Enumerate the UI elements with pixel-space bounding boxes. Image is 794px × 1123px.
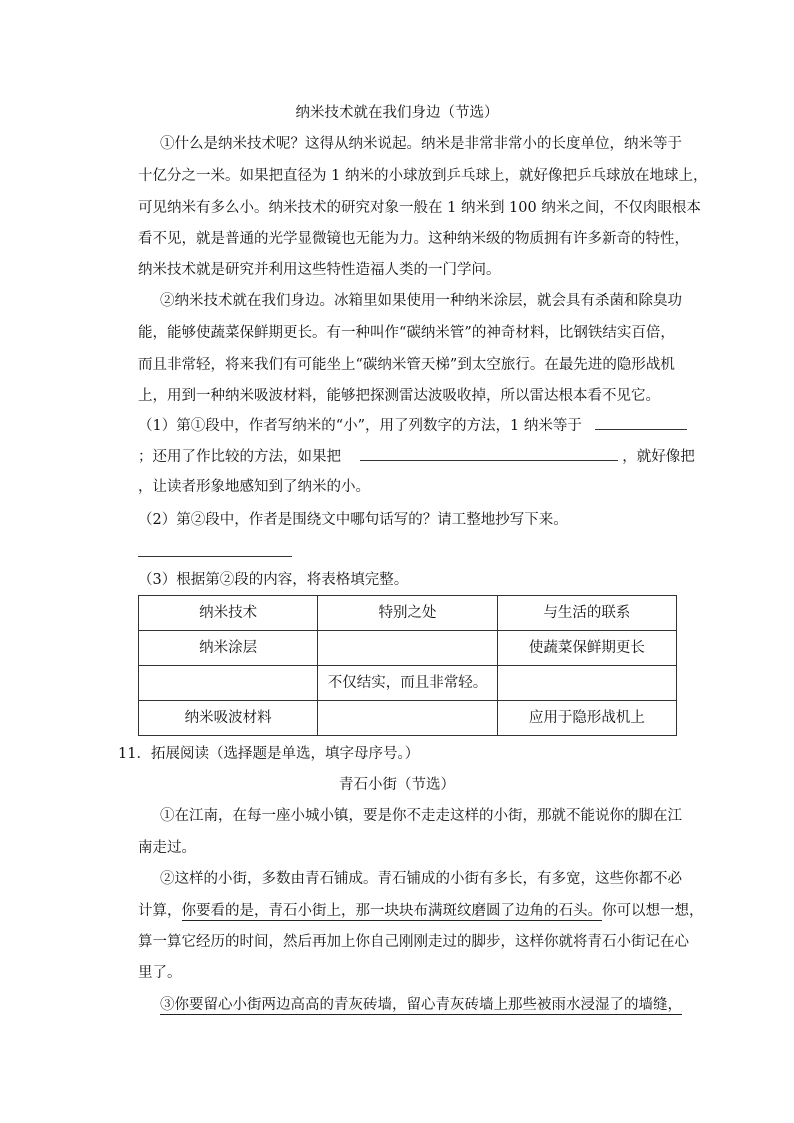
question-1-line-3: ，让读者形象地感知到了纳米的小。 [138,479,370,495]
table-header-cell: 特别之处 [318,596,497,631]
question-1-text-c: ，就好像把 [622,449,695,465]
passage-title: 纳米技术就在我们身边（节选） [295,105,499,121]
table-cell: 不仅结实，而且非常轻。 [318,666,497,701]
paragraph-1-line-3: 可见纳米有多么小。纳米技术的研究对象一般在 1 纳米到 100 纳米之间，不仅肉眼根本 [138,200,701,216]
table-header-cell: 与生活的联系 [497,596,676,631]
table-cell-blank[interactable] [497,666,676,701]
table-header-row [139,596,677,631]
table-cell-blank[interactable] [318,701,497,736]
s11-paragraph-2-line-2 [138,901,704,921]
paragraph-1-line-1: ①什么是纳米技术呢？这得从纳米说起。纳米是非常非常小的长度单位，纳米等于 [160,136,682,152]
s11-p2-text-post: 你可以想一想， [602,903,704,919]
s11-paragraph-3-line-1 [160,995,682,1015]
table-cell-blank[interactable] [139,666,318,701]
s11-paragraph-2-line-1: ②这样的小街，多数由青石铺成。青石铺成的小街有多长，有多宽，这些你都不必 [160,871,682,887]
paragraph-1-line-5: 纳米技术就是研究并利用这些特性造福人类的一门学问。 [138,262,501,278]
answer-blank-1[interactable] [595,415,687,430]
question-1-line-1 [138,415,687,436]
answer-blank-2[interactable] [360,446,618,461]
paragraph-2-line-4: 上，用到一种纳米吸波材料，能够把探测雷达波吸收掉，所以雷达根本看不见它。 [138,388,660,404]
table-row [139,631,677,666]
table-cell: 纳米涂层 [139,631,318,666]
section-11-heading: 11．拓展阅读（选择题是单选，填字母序号。） [118,746,420,762]
question-2: （2）第②段中，作者是围绕文中哪句话写的？请工整地抄写下来。 [138,512,568,528]
paragraph-2-line-1: ②纳米技术就在我们身边。冰箱里如果使用一种纳米涂层，就会具有杀菌和除臭功 [160,293,682,309]
table-header-cell: 纳米技术 [139,596,318,631]
paragraph-2-line-2: 能，能够使蔬菜保鲜期更长。有一种叫作“碳纳米管”的神奇材料，比钢铁结实百倍， [138,325,675,341]
s11-paragraph-1-line-1: ①在江南，在每一座小城小镇，要是你不走走这样的小街，那就不能说你的脚在江 [160,808,682,824]
paragraph-1-line-4: 看不见，就是普通的光学显微镜也无能为力。这种纳米级的物质拥有许多新奇的特性， [138,231,689,247]
underlined-sentence: 你要看的是，青石小街上，那一块块布满斑纹磨圆了边角的石头。 [181,903,602,919]
s11-paragraph-2-line-3: 算一算它经历的时间，然后再加上你自己刚刚走过的脚步，这样你就将青石小街记在心 [138,934,689,950]
table-cell: 使蔬菜保鲜期更长 [497,631,676,666]
question-1-text-a: （1）第①段中，作者写纳米的“小”，用了列数字的方法，1 纳米等于 [138,418,582,434]
table-row [139,666,677,701]
answer-line-question-2[interactable] [138,556,292,557]
underlined-sentence: ③你要留心小街两边高高的青灰砖墙，留心青灰砖墙上那些被雨水浸湿了的墙缝， [160,997,682,1013]
table-cell-blank[interactable] [318,631,497,666]
s11-paragraph-1-line-2: 南走过。 [138,840,196,856]
table-row [139,701,677,736]
s11-p2-text-pre: 计算， [138,903,182,919]
table-cell: 纳米吸波材料 [139,701,318,736]
paragraph-2-line-3: 而且非常轻，将来我们有可能坐上“碳纳米管天梯”到太空旅行。在最先进的隐形战机 [138,357,675,373]
question-3: （3）根据第②段的内容，将表格填完整。 [138,572,409,588]
question-1-text-b: ；还用了作比较的方法，如果把 [138,449,341,465]
section-11-title: 青石小街（节选） [339,777,455,793]
question-1-line-2 [138,446,695,467]
s11-paragraph-2-line-4: 里了。 [138,965,182,981]
table-cell: 应用于隐形战机上 [497,701,676,736]
paragraph-1-line-2: 十亿分之一米。如果把直径为 1 纳米的小球放到乒乓球上，就好像把乒乓球放在地球上， [138,168,708,184]
answer-table [138,595,677,736]
